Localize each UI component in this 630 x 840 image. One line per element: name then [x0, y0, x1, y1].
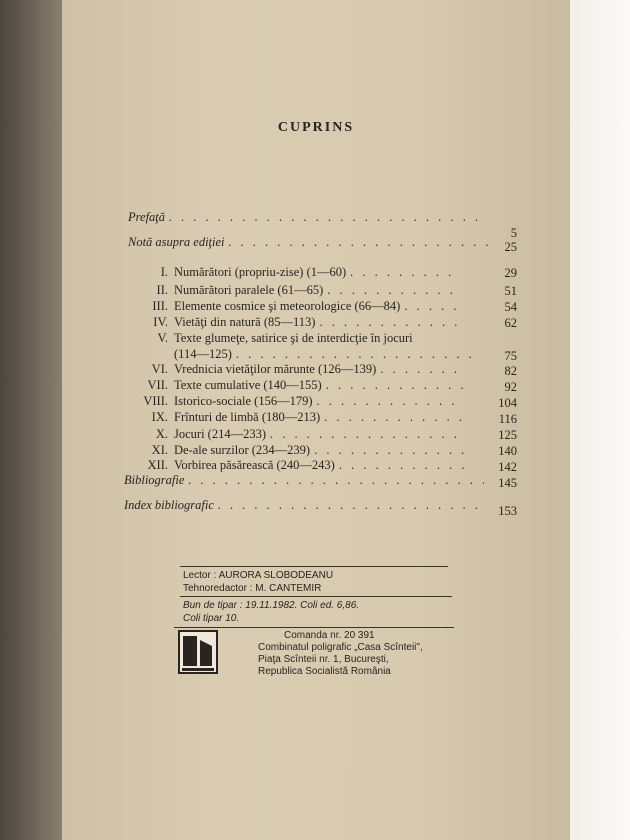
toc-chapter-5: V. Texte glumeţe, satirice şi de interdicţie în jocuri	[157, 331, 413, 345]
order-number: Comanda nr. 20 391	[284, 630, 375, 641]
toc-chapter-4: IV. Vietăţi din natură (85—113) . . .	[124, 315, 464, 330]
toc-page: 125	[498, 428, 517, 442]
rule	[180, 596, 452, 597]
toc-chapter-11: XI. De-ale surzilor (234—239) . . .	[124, 443, 464, 458]
toc-page: 75	[504, 349, 517, 363]
rule	[180, 566, 448, 567]
print-sheets: Coli tipar 10.	[183, 613, 240, 624]
printer-name: Combinatul poligrafic „Casa Scînteii",	[258, 642, 423, 653]
page-title: CUPRINS	[277, 120, 355, 135]
toc-chapter-8: VIII. Istorico-sociale (156—179) . . .	[124, 394, 464, 409]
toc-chapter-9: IX. Frînturi de limbă (180—213) . . .	[124, 410, 464, 425]
toc-entry-bibliography: Bibliografie . . .	[124, 473, 484, 488]
tehnoredactor-credit: Tehnoredactor : M. CANTEMIR	[183, 583, 322, 594]
toc-chapter-3: III. Elemente cosmice şi meteorologice (66—84) . . .	[124, 299, 464, 314]
toc-chapter-2: II. Numărători paralele (61—65) . . .	[124, 283, 454, 298]
toc-label: Prefaţă	[128, 210, 166, 224]
toc-chapter-12: XII. Vorbirea păsărească (240—243) . . .	[124, 458, 464, 473]
lector-credit: Lector : AURORA SLOBODEANU	[183, 570, 334, 581]
toc-page: 51	[504, 284, 517, 298]
toc-page: 153	[498, 504, 517, 518]
toc-page: 145	[498, 476, 517, 490]
toc-page: 82	[504, 364, 517, 378]
toc-chapter-5-cont: (114—125) . . .	[174, 347, 474, 362]
toc-page: 140	[498, 444, 517, 458]
printer-info	[258, 630, 423, 678]
toc-entry-index: Index bibliografic . . .	[124, 498, 484, 513]
toc-page: 25	[504, 240, 517, 254]
rule	[174, 627, 454, 628]
book-page	[62, 0, 570, 840]
toc-chapter-6: VI. Vrednicia vietăţilor mărunte (126—139) . . .	[124, 362, 464, 377]
toc-label: Notă asupra ediţiei	[128, 235, 225, 249]
background-right	[570, 0, 630, 840]
printer-address: Piaţa Scînteii nr. 1, Bucureşti,	[258, 654, 389, 665]
toc-page: 104	[498, 396, 517, 410]
toc-chapter-1: I. Numărători (propriu-zise) (1—60) . . .	[124, 265, 454, 280]
print-date: Bun de tipar : 19.11.1982. Coli ed. 6,86.	[183, 600, 360, 611]
toc-page: 92	[504, 380, 517, 394]
toc-chapter-7: VII. Texte cumulative (140—155) . . .	[124, 378, 464, 393]
printer-country: Republica Socialistă România	[258, 666, 391, 677]
toc-page: 142	[498, 460, 517, 474]
toc-page: 54	[504, 300, 517, 314]
background-left	[0, 0, 62, 840]
toc-entry-note	[128, 235, 488, 250]
toc-page: 5	[510, 226, 517, 240]
toc-chapter-10: X. Jocuri (214—233) . . .	[124, 427, 464, 442]
toc-page: 29	[504, 266, 517, 280]
printer-logo-icon	[178, 630, 218, 674]
toc-page: 62	[504, 316, 517, 330]
toc-entry-preface	[128, 210, 488, 225]
toc-page: 116	[498, 412, 517, 426]
